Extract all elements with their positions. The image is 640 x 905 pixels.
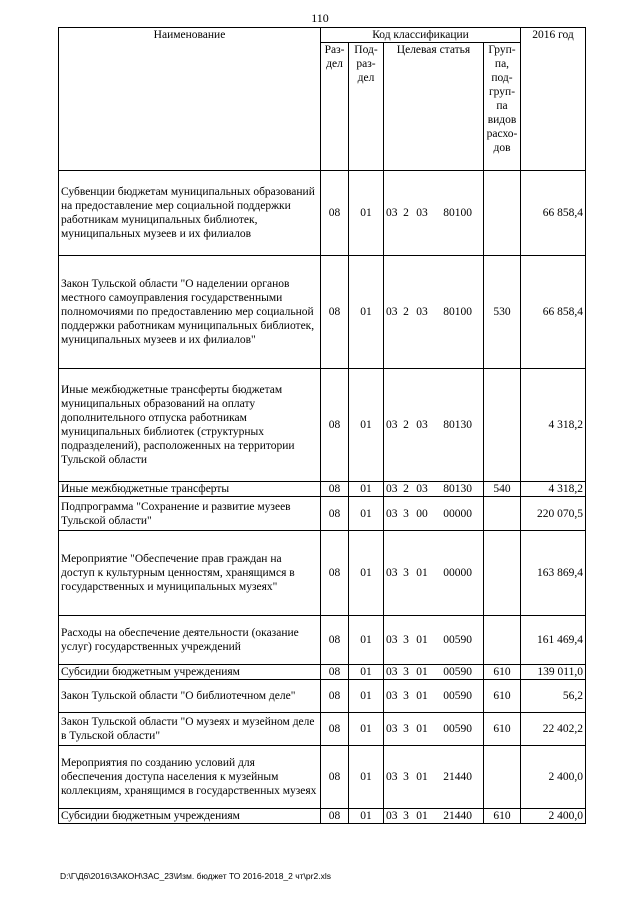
row-gruppa: [484, 171, 521, 256]
cel-part-1: 03: [386, 810, 398, 822]
table-row: [59, 256, 586, 369]
row-podrazdel: 01: [349, 482, 384, 497]
row-name: Подпрограмма "Сохранение и развитие музеев Тульской области": [59, 497, 321, 531]
row-celevaya: [384, 531, 484, 616]
row-podrazdel: 01: [349, 665, 384, 680]
header-celevaya: Целевая статья: [384, 43, 484, 171]
row-sum: 220 070,5: [521, 497, 586, 531]
row-name: Мероприятия по созданию условий для обеспечения доступа населения к музейным коллекциям, хранящимся в государственных музеях: [59, 746, 321, 809]
cel-part-2: 3: [403, 507, 409, 520]
row-celevaya: [384, 616, 484, 665]
cel-part-3: 01: [416, 690, 428, 702]
table-row: [59, 369, 586, 482]
row-celevaya: [384, 369, 484, 482]
row-sum: 66 858,4: [521, 171, 586, 256]
row-name: Закон Тульской области "О библиотечном деле": [59, 680, 321, 713]
cel-part-4: 80100: [443, 306, 472, 318]
row-celevaya: [384, 256, 484, 369]
cel-part-4: 00590: [443, 666, 472, 678]
cel-part-1: 03: [386, 507, 398, 520]
row-gruppa: [484, 369, 521, 482]
cel-part-3: 03: [416, 207, 428, 219]
header-kod: Код классификации: [321, 28, 521, 43]
row-podrazdel: 01: [349, 616, 384, 665]
row-celevaya: [384, 482, 484, 497]
cel-part-1: 03: [386, 634, 398, 646]
row-sum: 2 400,0: [521, 809, 586, 824]
cel-part-4: 80130: [443, 483, 472, 495]
row-sum: 139 011,0: [521, 665, 586, 680]
cel-part-2: 3: [403, 567, 409, 579]
row-celevaya: [384, 680, 484, 713]
cel-part-1: 03: [386, 567, 398, 579]
cel-part-1: 03: [386, 306, 398, 318]
row-name: Субсидии бюджетным учреждениям: [59, 665, 321, 680]
cel-part-4: 80130: [443, 419, 472, 431]
row-sum: 4 318,2: [521, 369, 586, 482]
row-razdel: 08: [321, 680, 349, 713]
cel-part-2: 2: [403, 306, 409, 318]
row-name: Иные межбюджетные трансферты: [59, 482, 321, 497]
row-sum: 22 402,2: [521, 713, 586, 746]
cel-part-1: 03: [386, 666, 398, 678]
cel-part-3: 01: [416, 810, 428, 822]
row-podrazdel: 01: [349, 746, 384, 809]
row-sum: 161 469,4: [521, 616, 586, 665]
cel-part-4: 21440: [443, 771, 472, 783]
cel-part-1: 03: [386, 771, 398, 783]
row-gruppa: [484, 531, 521, 616]
cel-part-1: 03: [386, 723, 398, 735]
header-year: 2016 год: [521, 28, 586, 171]
row-podrazdel: 01: [349, 256, 384, 369]
row-podrazdel: 01: [349, 531, 384, 616]
row-sum: 163 869,4: [521, 531, 586, 616]
cel-part-4: 80100: [443, 207, 472, 219]
table-row: [59, 809, 586, 824]
cel-part-1: 03: [386, 207, 398, 219]
cel-part-2: 3: [403, 634, 409, 646]
cel-part-4: 00000: [443, 507, 472, 520]
row-sum: 66 858,4: [521, 256, 586, 369]
cel-part-2: 3: [403, 723, 409, 735]
row-celevaya: [384, 809, 484, 824]
row-celevaya: [384, 665, 484, 680]
cel-part-3: 01: [416, 567, 428, 579]
file-path-footer: D:\Г\Д6\2016\ЗАКОН\ЗАС_23\Изм. бюджет ТО 2016-2018_2 чт\pr2.xls: [60, 871, 331, 881]
row-razdel: 08: [321, 482, 349, 497]
cel-part-1: 03: [386, 419, 398, 431]
row-podrazdel: 01: [349, 680, 384, 713]
row-gruppa: 610: [484, 665, 521, 680]
table-row: [59, 171, 586, 256]
cel-part-2: 3: [403, 771, 409, 783]
table-row: [59, 746, 586, 809]
cel-part-2: 2: [403, 419, 409, 431]
row-gruppa: [484, 746, 521, 809]
cel-part-3: 01: [416, 771, 428, 783]
cel-part-2: 3: [403, 810, 409, 822]
row-podrazdel: 01: [349, 713, 384, 746]
row-celevaya: [384, 713, 484, 746]
row-name: Субвенции бюджетам муниципальных образований на предоставление мер социальной поддержки работникам муниципальных библиотек, муниципальных музеев и их филиалов: [59, 171, 321, 256]
cel-part-3: 03: [416, 306, 428, 318]
row-gruppa: 530: [484, 256, 521, 369]
cel-part-4: 21440: [443, 810, 472, 822]
cel-part-3: 01: [416, 666, 428, 678]
row-razdel: 08: [321, 497, 349, 531]
row-razdel: 08: [321, 746, 349, 809]
row-podrazdel: 01: [349, 369, 384, 482]
row-gruppa: 610: [484, 713, 521, 746]
budget-table: [58, 27, 586, 824]
row-razdel: 08: [321, 256, 349, 369]
row-razdel: 08: [321, 809, 349, 824]
row-razdel: 08: [321, 616, 349, 665]
row-celevaya: [384, 746, 484, 809]
cel-part-3: 01: [416, 723, 428, 735]
table-row: [59, 482, 586, 497]
row-razdel: 08: [321, 665, 349, 680]
row-name: Закон Тульской области "О музеях и музейном деле в Тульской области": [59, 713, 321, 746]
header-podrazdel: Под-раз-дел: [349, 43, 384, 171]
header-name: Наименование: [59, 28, 321, 171]
row-gruppa: 610: [484, 809, 521, 824]
cel-part-4: 00590: [443, 723, 472, 735]
cel-part-3: 01: [416, 634, 428, 646]
table-row: [59, 531, 586, 616]
cel-part-3: 03: [416, 419, 428, 431]
row-gruppa: [484, 497, 521, 531]
row-podrazdel: 01: [349, 809, 384, 824]
cel-part-3: 00: [416, 507, 428, 520]
row-name: Субсидии бюджетным учреждениям: [59, 809, 321, 824]
cel-part-1: 03: [386, 690, 398, 702]
cel-part-2: 2: [403, 207, 409, 219]
header-razdel: Раз-дел: [321, 43, 349, 171]
cel-part-2: 3: [403, 690, 409, 702]
row-razdel: 08: [321, 171, 349, 256]
row-name: Закон Тульской области "О наделении органов местного самоуправления государственными полномочиями по предоставлению мер социальной поддержки работникам муниципальных библиотек, муниципальных музеев и их филиалов": [59, 256, 321, 369]
table-row: [59, 497, 586, 531]
row-sum: 2 400,0: [521, 746, 586, 809]
row-celevaya: [384, 171, 484, 256]
row-sum: 4 318,2: [521, 482, 586, 497]
row-name: Расходы на обеспечение деятельности (оказание услуг) государственных учреждений: [59, 616, 321, 665]
cel-part-4: 00590: [443, 690, 472, 702]
cel-part-2: 2: [403, 483, 409, 495]
row-razdel: 08: [321, 713, 349, 746]
cel-part-2: 3: [403, 666, 409, 678]
row-name: Иные межбюджетные трансферты бюджетам муниципальных образований на оплату дополнительного отпуска работникам муниципальных библиотек (структурных подразделений), расположенных на территории Тульской области: [59, 369, 321, 482]
row-podrazdel: 01: [349, 497, 384, 531]
row-sum: 56,2: [521, 680, 586, 713]
row-name: Мероприятие "Обеспечение прав граждан на доступ к культурным ценностям, хранящимся в государственных и муниципальных музеях": [59, 531, 321, 616]
table-row: [59, 680, 586, 713]
table-row: [59, 713, 586, 746]
row-razdel: 08: [321, 369, 349, 482]
row-gruppa: 540: [484, 482, 521, 497]
cel-part-4: 00590: [443, 634, 472, 646]
table-row: [59, 665, 586, 680]
row-podrazdel: 01: [349, 171, 384, 256]
cel-part-1: 03: [386, 483, 398, 495]
cel-part-4: 00000: [443, 567, 472, 579]
row-razdel: 08: [321, 531, 349, 616]
table-row: [59, 616, 586, 665]
row-gruppa: 610: [484, 680, 521, 713]
row-gruppa: [484, 616, 521, 665]
cel-part-3: 03: [416, 483, 428, 495]
row-celevaya: [384, 497, 484, 531]
header-gruppa: Груп-па, под-груп-па видов расхо-дов: [484, 43, 521, 171]
page-number: 110: [311, 11, 329, 25]
